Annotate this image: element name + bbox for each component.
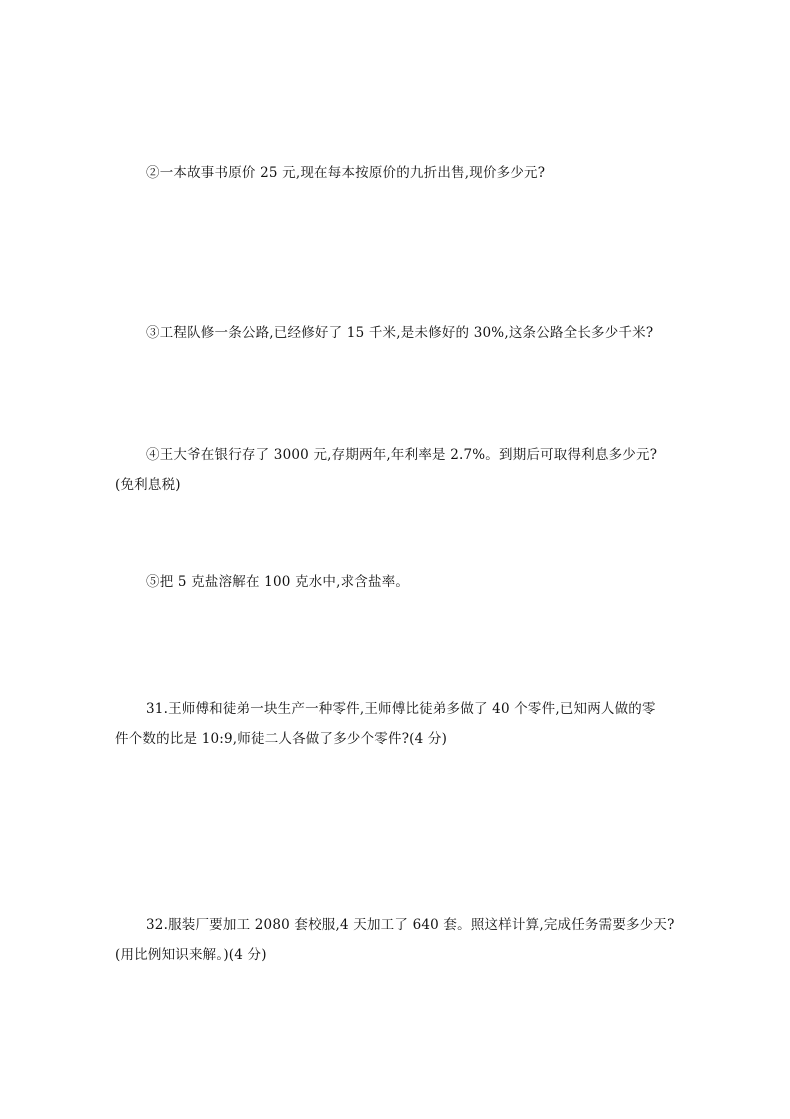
question-3 (115, 318, 675, 348)
question-4-line-2: (免利息税) (115, 477, 181, 493)
question-32-line-1: 32.服装厂要加工 2080 套校服,4 天加工了 640 套。照这样计算,完成任务需要多少天? (146, 917, 675, 933)
question-4 (115, 440, 675, 500)
question-31-line-1: 31.王师傅和徒弟一块生产一种零件,王师傅比徒弟多做了 40 个零件,已知两人做的零 (146, 701, 656, 717)
question-5 (115, 567, 675, 597)
question-4-line-1: ④王大爷在银行存了 3000 元,存期两年,年利率是 2.7%。到期后可取得利息多少元? (146, 447, 658, 463)
question-3-line-1: ③工程队修一条公路,已经修好了 15 千米,是未修好的 30%,这条公路全长多少千米? (146, 325, 654, 341)
question-5-line-1: ⑤把 5 克盐溶解在 100 克水中,求含盐率。 (146, 574, 410, 590)
question-2-line-1: ②一本故事书原价 25 元,现在每本按原价的九折出售,现价多少元? (146, 165, 546, 181)
question-32 (115, 910, 675, 970)
question-32-line-2: (用比例知识来解。)(4 分) (115, 947, 267, 963)
question-2 (115, 158, 675, 188)
question-31-line-2: 件个数的比是 10:9,师徒二人各做了多少个零件?(4 分) (115, 731, 448, 747)
question-31 (115, 694, 675, 754)
